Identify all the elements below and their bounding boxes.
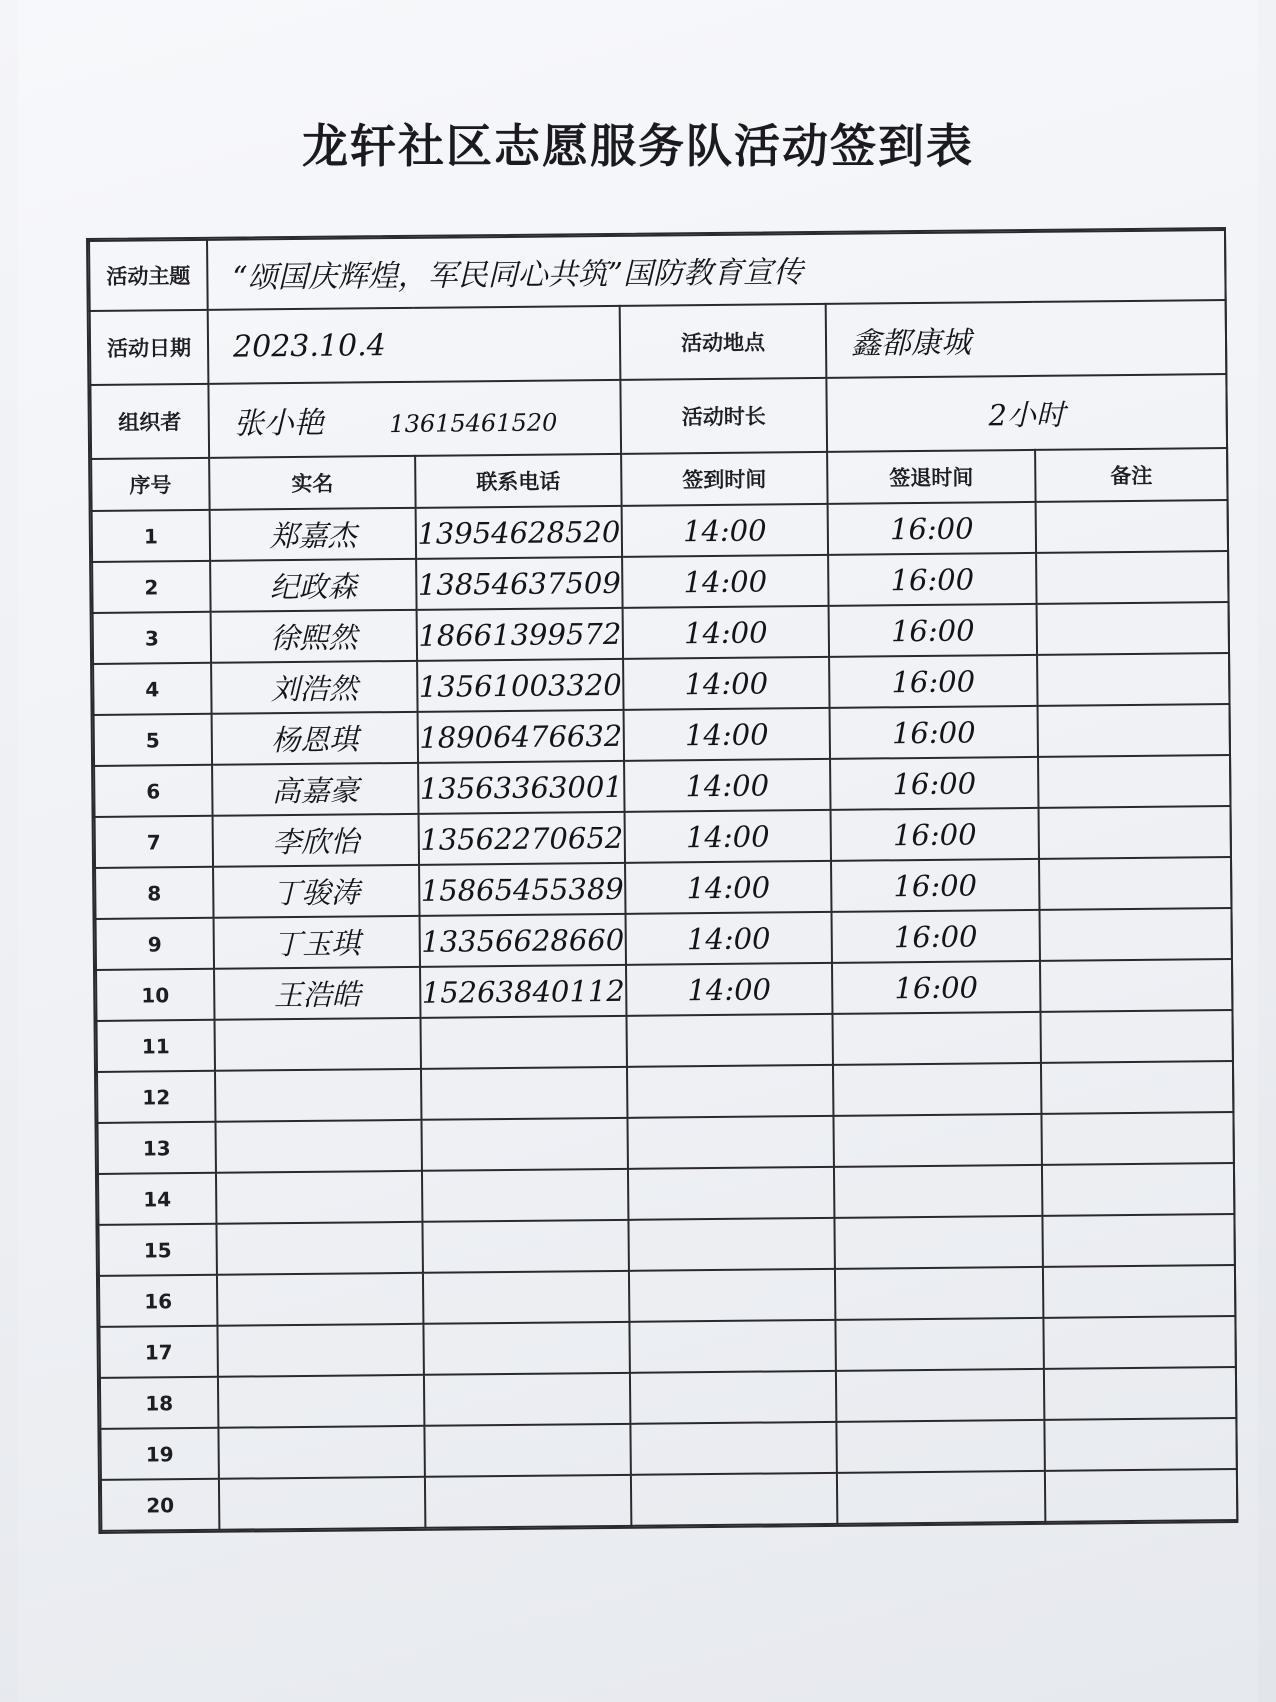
row-phone: 13954628520 <box>416 506 622 559</box>
header-signin: 签到时间 <box>621 452 827 506</box>
organizer-name: 张小艳 <box>233 405 324 442</box>
row-name <box>218 1426 424 1479</box>
row-signin: 14:00 <box>623 606 829 659</box>
row-signin: 14:00 <box>626 963 832 1016</box>
row-seq: 9 <box>96 918 214 970</box>
row-name <box>215 1069 421 1122</box>
row-phone: 13854637509 <box>416 557 622 610</box>
row-signin: 14:00 <box>624 759 830 812</box>
organizer-phone: 13615461520 <box>389 408 558 439</box>
row-name: 郑嘉杰 <box>210 508 416 561</box>
row-phone: 18906476632 <box>418 710 624 763</box>
row-name <box>217 1324 423 1377</box>
row-name: 丁玉琪 <box>214 916 420 969</box>
row-signin <box>627 1065 833 1118</box>
row-note <box>1043 1265 1236 1318</box>
row-name <box>216 1222 422 1275</box>
row-name: 杨恩琪 <box>212 712 418 765</box>
duration-value: 2小时 <box>826 374 1227 452</box>
row-signin: 14:00 <box>622 555 828 608</box>
row-name: 丁骏涛 <box>213 865 419 918</box>
row-seq: 4 <box>93 663 211 715</box>
row-seq: 20 <box>101 1479 219 1531</box>
row-signin <box>631 1473 837 1526</box>
row-note <box>1041 1112 1234 1165</box>
row-seq: 6 <box>94 765 212 817</box>
row-signin <box>629 1269 835 1322</box>
row-phone: 13356628660 <box>420 914 626 967</box>
row-phone <box>423 1271 629 1324</box>
row-signin: 14:00 <box>626 912 832 965</box>
row-signout: 16:00 <box>832 961 1040 1014</box>
row-seq: 10 <box>96 969 214 1021</box>
row-signin <box>630 1371 836 1424</box>
row-note <box>1039 908 1232 961</box>
signin-table <box>88 229 1238 1532</box>
row-name <box>215 1120 421 1173</box>
row-name <box>219 1477 425 1530</box>
row-signout <box>834 1165 1042 1218</box>
row-phone <box>421 1067 627 1120</box>
row-signin: 14:00 <box>625 810 831 863</box>
row-note <box>1041 1061 1234 1114</box>
row-signout <box>833 1114 1041 1167</box>
row-signout: 16:00 <box>831 808 1039 861</box>
header-name: 实名 <box>209 456 415 510</box>
row-note <box>1044 1418 1237 1471</box>
row-seq: 19 <box>100 1428 218 1480</box>
row-phone <box>425 1475 631 1528</box>
signin-form <box>86 227 1238 1534</box>
row-note <box>1042 1214 1235 1267</box>
row-seq: 8 <box>95 867 213 919</box>
row-phone <box>423 1322 629 1375</box>
row-name: 高嘉豪 <box>212 763 418 816</box>
header-signout: 签退时间 <box>827 450 1035 504</box>
row-phone: 15263840112 <box>420 965 626 1018</box>
row-signin <box>626 1014 832 1067</box>
row-note <box>1040 1010 1233 1063</box>
roster-rows <box>92 500 1238 1531</box>
row-name: 徐熙然 <box>211 610 417 663</box>
row-seq: 12 <box>97 1071 215 1123</box>
row-note <box>1037 602 1230 655</box>
row-signin <box>628 1167 834 1220</box>
row-phone: 13561003320 <box>417 659 623 712</box>
header-seq: 序号 <box>91 458 209 511</box>
row-phone <box>424 1424 630 1477</box>
row-phone: 13562270652 <box>419 812 625 865</box>
row-seq: 16 <box>99 1275 217 1327</box>
row-signout <box>835 1267 1043 1320</box>
theme-value: “颂国庆辉煌，军民同心共筑”国防教育宣传 <box>207 230 1226 310</box>
row-signout <box>837 1471 1045 1524</box>
row-signout: 16:00 <box>828 553 1036 606</box>
row-note <box>1040 959 1233 1012</box>
row-phone: 15865455389 <box>419 863 625 916</box>
header-note: 备注 <box>1035 448 1228 502</box>
row-note <box>1036 500 1229 553</box>
row-signout: 16:00 <box>831 859 1039 912</box>
row-seq: 13 <box>97 1122 215 1174</box>
row-signin <box>629 1320 835 1373</box>
row-seq: 7 <box>95 816 213 868</box>
row-name: 李欣怡 <box>213 814 419 867</box>
row-note <box>1038 755 1231 808</box>
row-note <box>1045 1469 1238 1522</box>
row-note <box>1038 704 1231 757</box>
organizer-label: 组织者 <box>90 384 209 459</box>
row-signout: 16:00 <box>829 655 1037 708</box>
location-value: 鑫都康城 <box>826 300 1227 378</box>
row-signout <box>834 1216 1042 1269</box>
row-seq: 11 <box>97 1020 215 1072</box>
row-seq: 17 <box>99 1326 217 1378</box>
row-seq: 5 <box>94 714 212 766</box>
row-signin <box>628 1218 834 1271</box>
row-phone <box>424 1373 630 1426</box>
row-note <box>1039 857 1232 910</box>
row-seq: 2 <box>92 561 210 613</box>
meta-section <box>89 230 1227 459</box>
row-name: 纪政森 <box>210 559 416 612</box>
row-seq: 14 <box>98 1173 216 1225</box>
row-signin <box>630 1422 836 1475</box>
row-signout <box>833 1063 1041 1116</box>
row-signout <box>832 1012 1040 1065</box>
row-signout: 16:00 <box>829 604 1037 657</box>
row-signout: 16:00 <box>830 706 1038 759</box>
row-phone: 18661399572 <box>417 608 623 661</box>
date-label: 活动日期 <box>90 310 209 385</box>
row-signin: 14:00 <box>625 861 831 914</box>
row-seq: 3 <box>93 612 211 664</box>
row-seq: 1 <box>92 510 210 562</box>
row-name <box>218 1375 424 1428</box>
row-signout <box>835 1318 1043 1371</box>
row-note <box>1043 1316 1236 1369</box>
row-phone <box>421 1118 627 1171</box>
row-signout <box>836 1420 1044 1473</box>
row-name <box>216 1171 422 1224</box>
table-row <box>101 1469 1237 1531</box>
row-phone <box>422 1220 628 1273</box>
row-name <box>215 1018 421 1071</box>
row-note <box>1036 551 1229 604</box>
row-signout: 16:00 <box>828 502 1036 555</box>
row-phone <box>422 1169 628 1222</box>
header-phone: 联系电话 <box>415 454 621 508</box>
row-name: 王浩皓 <box>214 967 420 1020</box>
row-phone <box>421 1016 627 1069</box>
duration-label: 活动时长 <box>620 378 827 454</box>
row-name: 刘浩然 <box>211 661 417 714</box>
document-title: 龙轩社区志愿服务队活动签到表 <box>302 119 974 173</box>
row-signin <box>627 1116 833 1169</box>
row-name <box>217 1273 423 1326</box>
row-signout <box>836 1369 1044 1422</box>
row-signout: 16:00 <box>830 757 1038 810</box>
row-note <box>1037 653 1230 706</box>
row-signin: 14:00 <box>623 657 829 710</box>
row-signout: 16:00 <box>832 910 1040 963</box>
organizer-cell <box>208 380 621 458</box>
row-signin: 14:00 <box>624 708 830 761</box>
theme-label: 活动主题 <box>89 240 208 311</box>
location-label: 活动地点 <box>620 304 827 380</box>
row-seq: 15 <box>98 1224 216 1276</box>
row-signin: 14:00 <box>622 504 828 557</box>
row-note <box>1042 1163 1235 1216</box>
date-value: 2023.10.4 <box>208 306 621 384</box>
row-note <box>1044 1367 1237 1420</box>
row-note <box>1039 806 1232 859</box>
row-phone: 13563363001 <box>418 761 624 814</box>
row-seq: 18 <box>100 1377 218 1429</box>
